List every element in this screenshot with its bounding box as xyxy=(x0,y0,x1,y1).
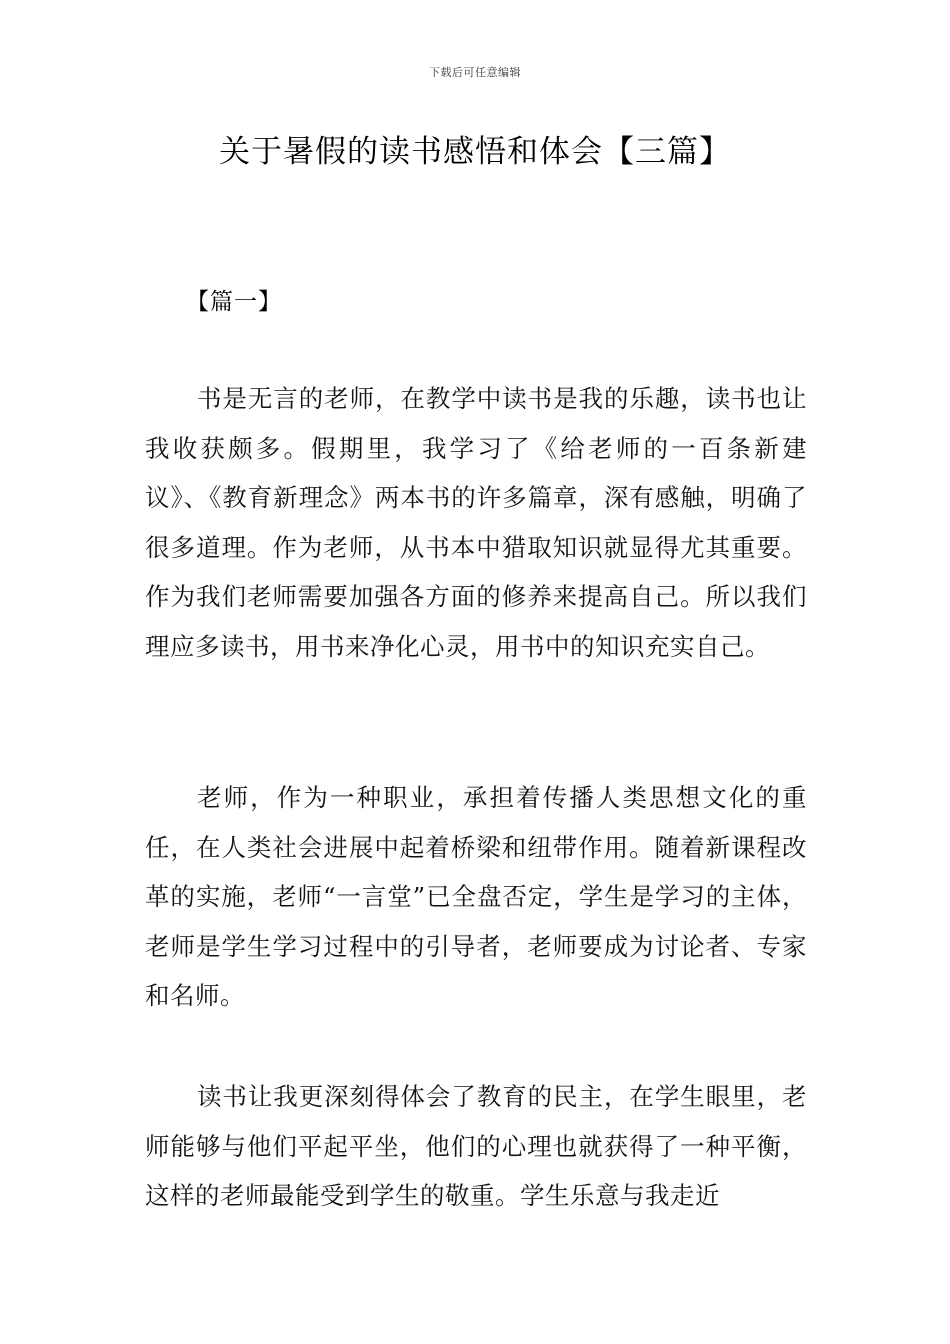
section-heading: 【篇一】 xyxy=(186,289,282,315)
document-title: 关于暑假的读书感悟和体会【三篇】 xyxy=(219,134,731,170)
header-note: 下载后可任意编辑 xyxy=(429,66,521,79)
paragraph-1: 书是无言的老师，在教学中读书是我的乐趣，读书也让我收获颇多。假期里，我学习了《给老师的一百条新建议》、《教育新理念》两本书的许多篇章，深有感触，明确了很多道理。作为老师，从书本中猎取知识就显得尤其重要。作为我们老师需要加强各方面的修养来提高自己。所以我们理应多读书，用书来净化心灵，用书中的知识充实自己。 xyxy=(145,384,807,661)
paragraph-2: 老师，作为一种职业，承担着传播人类思想文化的重任，在人类社会进展中起着桥梁和纽带作用。随着新课程改革的实施，老师“一言堂”已全盘否定，学生是学习的主体，老师是学生学习过程中的引导者，老师要成为讨论者、专家和名师。 xyxy=(145,783,807,1010)
paragraph-3: 读书让我更深刻得体会了教育的民主，在学生眼里，老师能够与他们平起平坐，他们的心理也就获得了一种平衡，这样的老师最能受到学生的敬重。学生乐意与我走近 xyxy=(145,1082,807,1210)
